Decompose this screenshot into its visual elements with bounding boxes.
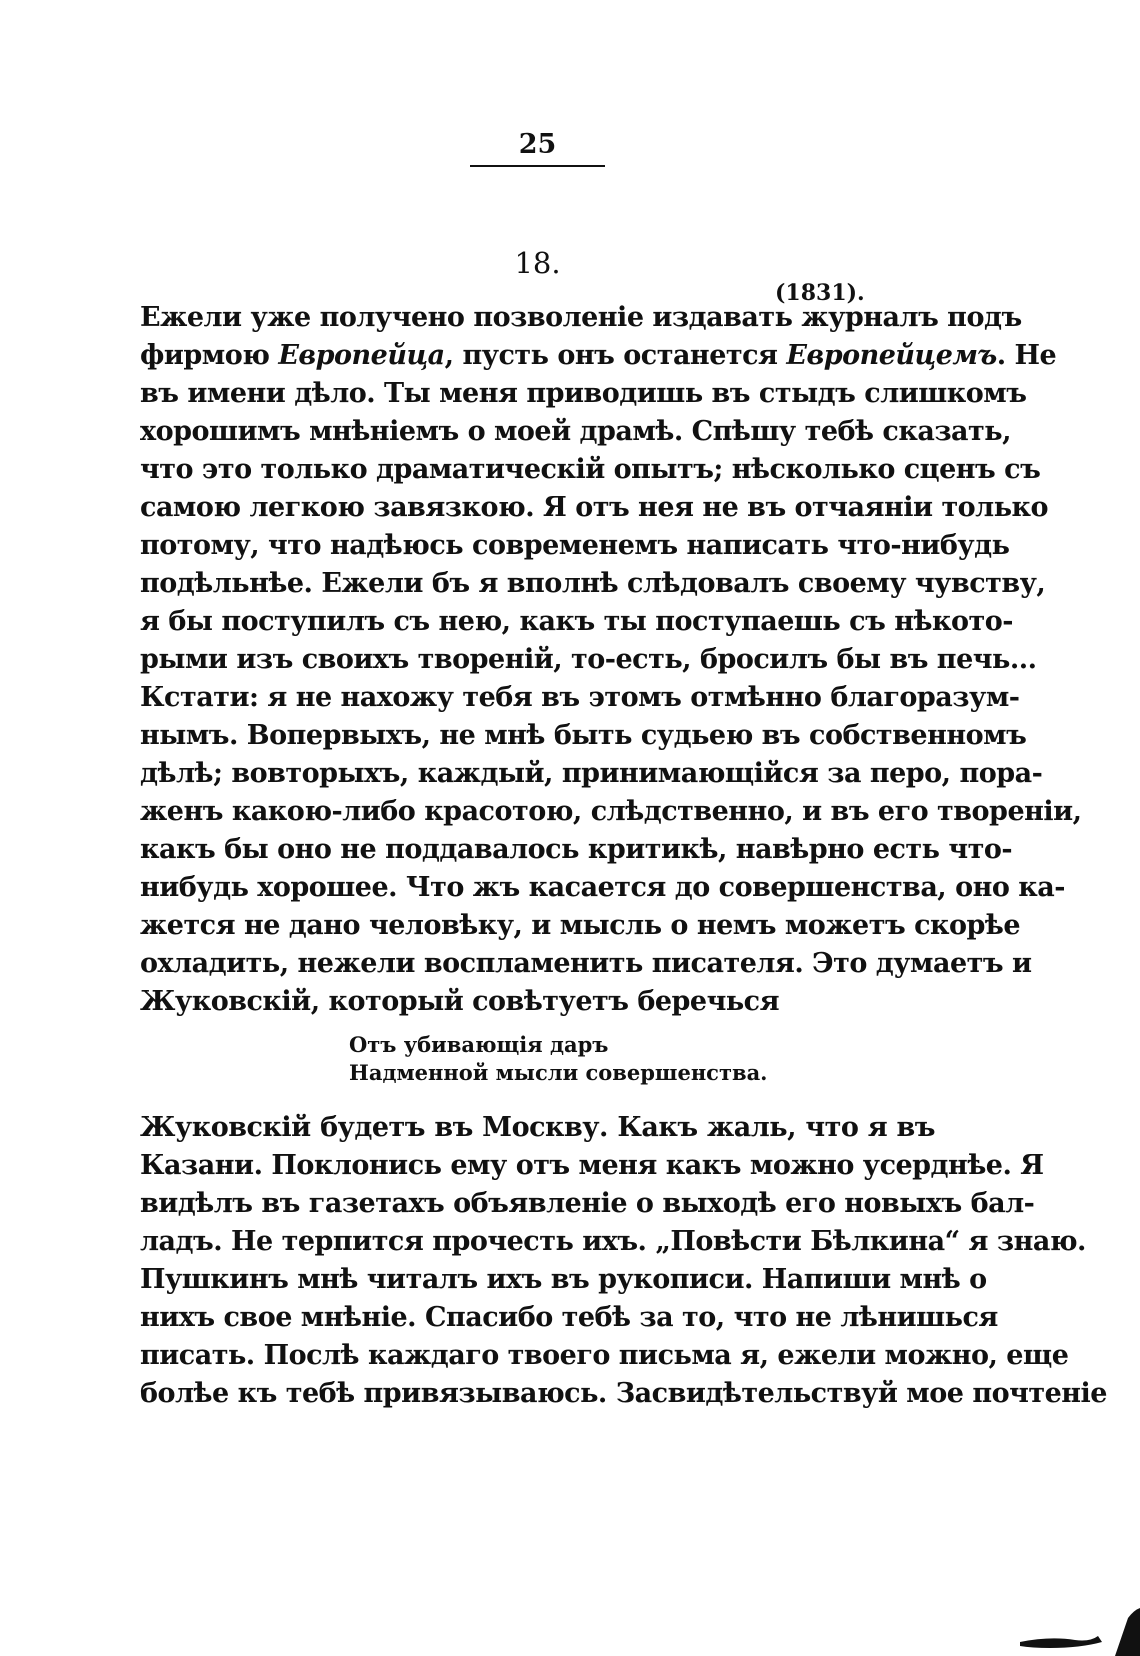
body-line-8: подѣльнѣе. Ежели бъ я вполнѣ слѣдовалъ своему чувству, [140, 568, 1046, 599]
journal-title-europeitsa: Европейца [278, 340, 445, 371]
body-line-4: хорошимъ мнѣніемъ о моей драмѣ. Спѣшу тебѣ сказать, [140, 416, 1011, 447]
body-line-16: нибудь хорошее. Что жъ касается до совершенства, оно ка- [140, 872, 1065, 903]
body-line-10: рыми изъ своихъ твореній, то-есть, бросилъ бы въ печь... [140, 644, 1037, 675]
body-line-6: самою легкою завязкою. Я отъ нея не въ отчаяніи только [140, 492, 1049, 523]
body-line-23: ладъ. Не терпится прочесть ихъ. „Повѣсти Бѣлкина“ я знаю. [140, 1226, 1086, 1257]
body-line-26: писать. Послѣ каждаго твоего письма я, ежели можно, еще [140, 1340, 1069, 1371]
body-line-9: я бы поступилъ съ нею, какъ ты поступаешь съ нѣкото- [140, 606, 1013, 637]
journal-title-europeitsem: Европейцемъ [786, 340, 997, 371]
body-line-12: нымъ. Вопервыхъ, не мнѣ быть судьею въ собственномъ [140, 720, 1027, 751]
body-line-19: Жуковскій, который совѣтуетъ беречься [140, 986, 780, 1017]
page-number-rule [470, 165, 605, 167]
body-line-27: болѣе къ тебѣ привязываюсь. Засвидѣтельствуй мое почтеніе [140, 1378, 1107, 1409]
scan-edge-ornament-icon [1020, 1606, 1140, 1656]
verse-line-1: Отъ убивающія даръ [349, 1032, 609, 1057]
body-line-20: Жуковскій будетъ въ Москву. Какъ жаль, что я въ [140, 1112, 935, 1143]
letter-number: 18. [514, 246, 561, 280]
body-line-15: какъ бы оно не поддавалось критикѣ, навѣрно есть что- [140, 834, 1013, 865]
body-line-7: потому, что надѣюсь современемъ написать что-нибудь [140, 530, 1010, 561]
body-line-25: нихъ свое мнѣніе. Спасибо тебѣ за то, что не лѣнишься [140, 1302, 998, 1333]
body-line-24: Пушкинъ мнѣ читалъ ихъ въ рукописи. Напиши мнѣ о [140, 1264, 987, 1295]
body-line-5: что это только драматическій опытъ; нѣсколько сценъ съ [140, 454, 1041, 485]
body-line-18: охладить, нежели воспламенить писателя. Это думаетъ и [140, 948, 1032, 979]
body-line-11: Кстати: я не нахожу тебя въ этомъ отмѣнно благоразум- [140, 682, 1020, 713]
body-line-1: Ежели уже получено позволеніе издавать журналъ подъ [140, 302, 1022, 333]
body-line-2 [140, 336, 1057, 376]
body-line-3: въ имени дѣло. Ты меня приводишь въ стыдъ слишкомъ [140, 378, 1027, 409]
body-line-17: жется не дано человѣку, и мысль о немъ можетъ скорѣе [140, 910, 1021, 941]
line-2-part-a: фирмою [140, 340, 279, 371]
body-line-14: женъ какою-либо красотою, слѣдственно, и въ его творенiи, [140, 796, 1082, 827]
line-2-part-b: , пусть онъ останется [444, 340, 787, 371]
body-line-22: видѣлъ въ газетахъ объявленіе о выходѣ его новыхъ бал- [140, 1188, 1035, 1219]
line-2-part-c: . Не [996, 340, 1057, 371]
body-line-21: Казани. Поклонись ему отъ меня какъ можно усерднѣе. Я [140, 1150, 1044, 1181]
verse-line-2: Надменной мысли совершенства. [349, 1060, 768, 1085]
letter-date: (1831). [775, 280, 865, 306]
body-line-13: дѣлѣ; вовторыхъ, каждый, принимающійся за перо, пора- [140, 758, 1043, 789]
page-number: 25 [518, 129, 557, 160]
